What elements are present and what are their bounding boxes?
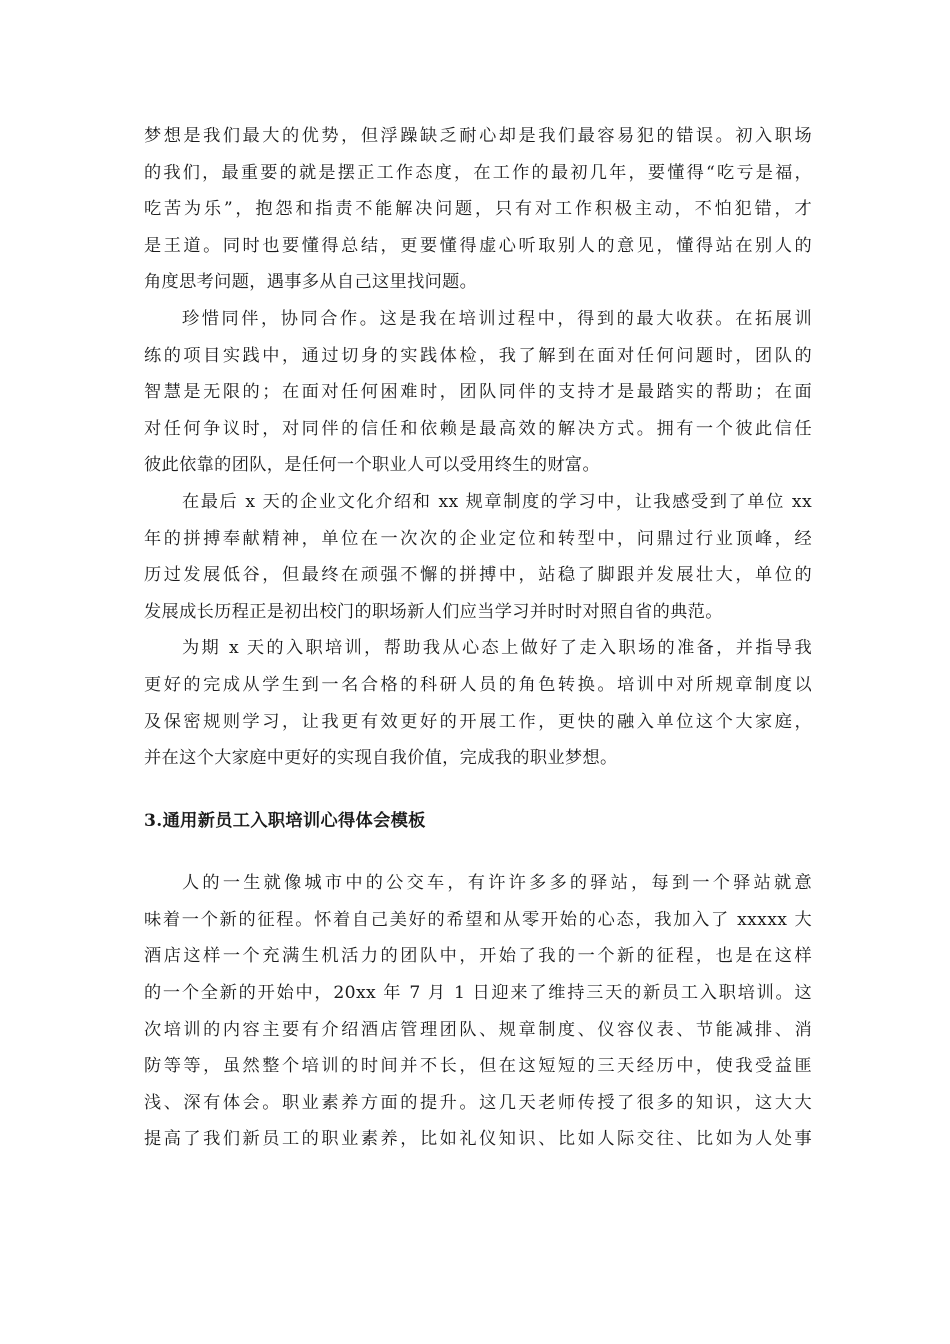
text-line: 及保密规则学习，让我更有效更好的开展工作，更快的融入单位这个大家庭， bbox=[144, 711, 812, 732]
text-line: 人的一生就像城市中的公交车，有许许多多的驿站，每到一个驿站就意 bbox=[182, 873, 812, 894]
text-line: 在最后 x 天的企业文化介绍和 xx 规章制度的学习中，让我感受到了单位 xx bbox=[182, 491, 812, 512]
paragraph-4 bbox=[144, 630, 812, 776]
section-spacer bbox=[144, 777, 812, 803]
document-page bbox=[144, 118, 812, 1158]
paragraph-5 bbox=[144, 865, 812, 1158]
text-line: 年的拼搏奉献精神，单位在一次次的企业定位和转型中，问鼎过行业顶峰，经 bbox=[144, 528, 812, 549]
text-line: 提高了我们新员工的职业素养，比如礼仪知识、比如人际交往、比如为人处事 bbox=[144, 1129, 812, 1150]
text-line: 为期 x 天的入职培训，帮助我从心态上做好了走入职场的准备，并指导我 bbox=[182, 638, 812, 659]
text-line: 浅、深有体会。职业素养方面的提升。这几天老师传授了很多的知识，这大大 bbox=[144, 1092, 812, 1113]
text-line: 味着一个新的征程。怀着自己美好的希望和从零开始的心态，我加入了 xxxxx 大 bbox=[144, 909, 812, 930]
text-line: 的一个全新的开始中，20xx 年 7 月 1 日迎来了维持三天的新员工入职培训。这 bbox=[144, 983, 812, 1004]
text-line: 珍惜同伴，协同合作。这是我在培训过程中，得到的最大收获。在拓展训 bbox=[182, 308, 812, 329]
text-line: 是王道。同时也要懂得总结，更要懂得虚心听取别人的意见，懂得站在别人的 bbox=[144, 235, 812, 256]
text-line: 角度思考问题，遇事多从自己这里找问题。 bbox=[144, 272, 478, 293]
text-line: 彼此依靠的团队，是任何一个职业人可以受用终生的财富。 bbox=[144, 455, 600, 476]
section-heading: 3.通用新员工入职培训心得体会模板 bbox=[144, 810, 426, 831]
text-line: 防等等，虽然整个培训的时间并不长，但在这短短的三天经历中，使我受益匪 bbox=[144, 1056, 812, 1077]
text-line: 吃苦为乐”，抱怨和指责不能解决问题，只有对工作积极主动，不怕犯错，才 bbox=[144, 199, 812, 220]
paragraph-2 bbox=[144, 301, 812, 484]
section-spacer bbox=[144, 839, 812, 865]
text-line: 并在这个大家庭中更好的实现自我价值，完成我的职业梦想。 bbox=[144, 748, 618, 769]
text-line: 的我们，最重要的就是摆正工作态度，在工作的最初几年，要懂得“吃亏是福， bbox=[144, 162, 812, 183]
text-line: 历过发展低谷，但最终在顽强不懈的拼搏中，站稳了脚跟并发展壮大，单位的 bbox=[144, 565, 812, 586]
text-line: 梦想是我们最大的优势，但浮躁缺乏耐心却是我们最容易犯的错误。初入职场 bbox=[144, 126, 812, 146]
text-line: 智慧是无限的；在面对任何困难时，团队同伴的支持才是最踏实的帮助；在面 bbox=[144, 382, 812, 403]
paragraph-3 bbox=[144, 484, 812, 630]
text-line: 次培训的内容主要有介绍酒店管理团队、规章制度、仪容仪表、节能减排、消 bbox=[144, 1019, 812, 1040]
text-line: 对任何争议时，对同伴的信任和依赖是最高效的解决方式。拥有一个彼此信任 bbox=[144, 418, 812, 439]
text-line: 发展成长历程正是初出校门的职场新人们应当学习并时时对照自省的典范。 bbox=[144, 601, 723, 622]
text-line: 酒店这样一个充满生机活力的团队中，开始了我的一个新的征程，也是在这样 bbox=[144, 946, 812, 967]
paragraph-1 bbox=[144, 118, 812, 301]
text-line: 练的项目实践中，通过切身的实践体检，我了解到在面对任何问题时，团队的 bbox=[144, 345, 812, 366]
text-line: 更好的完成从学生到一名合格的科研人员的角色转换。培训中对所规章制度以 bbox=[144, 674, 812, 695]
